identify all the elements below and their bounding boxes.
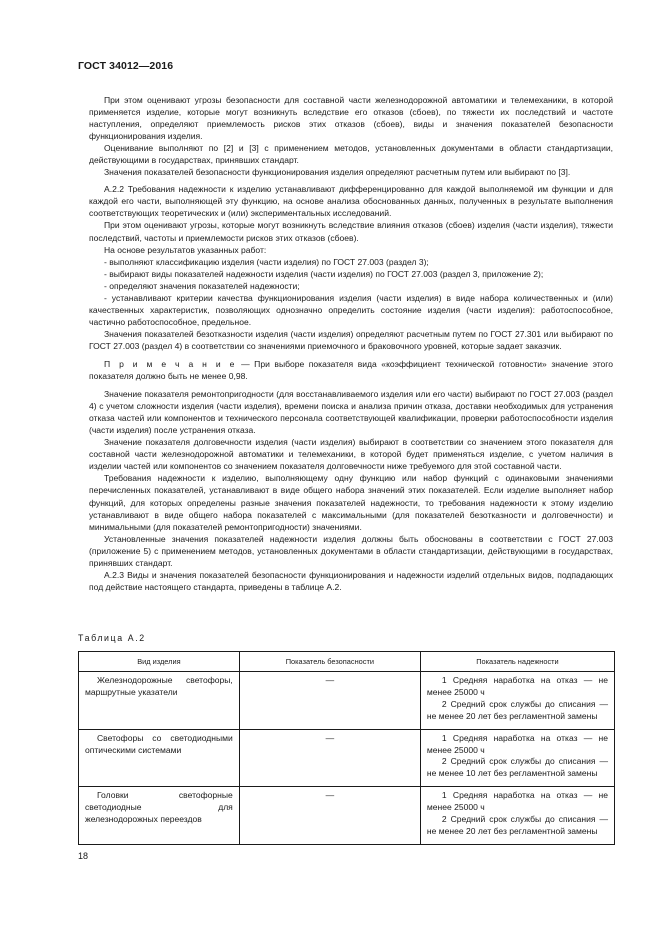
paragraph: Значение показателя ремонтопригодности (для восстанавливаемого изделия или его части) выбирают по ГОСТ 27.003 (раздел 4) с учетом сложности изделия (части изделия), времени поиска и анализа причин отказа, доставки необходимых для устранения отказа частей или компонентов и технического персонала соответствующей квалификации, проверки работоспособности изделия (части изделия) после устранения отказа. [89,389,613,436]
cell-reliability [420,729,614,787]
cell-item: Железнодорожные светофоры, маршрутные указатели [79,672,240,730]
document-body [89,94,613,593]
cell-reliability [420,787,614,845]
note-label: П р и м е ч а н и е [104,358,237,369]
document-header: ГОСТ 34012—2016 [78,60,174,72]
table-caption: Таблица А.2 [78,633,146,643]
column-header: Вид изделия [79,652,240,672]
cell-safety: — [239,729,420,787]
list-item: - устанавливают критерии качества функционирования изделия (части изделия) в виде набора количественных и (или) качественных характеристик, позволяющих однозначно определить состояние изделия (части изделия): работоспособное, частично работоспособное, предельное. [89,292,613,327]
table-a2 [78,651,615,845]
reliability-line: 1 Средняя наработка на отказ — не менее 25000 ч [426,790,608,813]
cell-safety: — [239,787,420,845]
table-row [79,729,615,787]
page-number: 18 [78,851,89,861]
cell-safety: — [239,672,420,730]
paragraph: Установленные значения показателей надежности изделия должны быть обоснованы в соответствии с ГОСТ 27.003 (приложение 5) с применением методов, установленных документами в области стандартизации, действующими в государствах, принявших стандарт. [89,533,613,568]
table-row [79,672,615,730]
reliability-line: 2 Средний срок службы до списания — не менее 20 лет без регламентной замены [426,814,608,836]
note [89,358,613,382]
cell-item: Головки светофорные светодиодные для железнодорожных переездов [79,787,240,845]
paragraph: Значения показателей безотказности изделия (части изделия) определяют расчетным путем по ГОСТ 27.301 или выбирают по ГОСТ 27.003 (раздел 4) в соответствии со значениями приемочного и браковочного уровней, которые задает заказчик. [89,328,613,351]
paragraph: Оценивание выполняют по [2] и [3] с применением методов, установленных документами в области стандартизации, действующими в государствах, принявших стандарт. [89,143,613,166]
paragraph: На основе результатов указанных работ: [104,244,267,255]
reliability-line: 2 Средний срок службы до списания — не менее 20 лет без регламентной замены [426,698,608,721]
list-item: - определяют значения показателей надежности; [104,280,300,291]
paragraph: Значения показателей безопасности функционирования изделия определяют расчетным путем или выбирают по [3]. [104,167,571,178]
list-item: - выполняют классификацию изделия (части изделия) по ГОСТ 27.003 (раздел 3); [104,256,429,267]
reliability-line: 2 Средний срок службы до списания — не менее 10 лет без регламентной замены [426,756,608,779]
note-text: — При выборе показателя вида «коэффициент технической готовности» значение этого показателя должно быть не менее 0,98. [89,358,613,382]
reliability-line: 1 Средняя наработка на отказ — не менее 25000 ч [426,675,608,697]
table-header-row [79,652,615,672]
reliability-line: 1 Средняя наработка на отказ — не менее 25000 ч [426,732,608,755]
paragraph: А.2.3 Виды и значения показателей безопасности функционирования и надежности изделий отдельных видов, подпадающих под действие настоящего стандарта, приведены в таблице А.2. [89,569,613,592]
cell-item: Светофоры со светодиодными оптическими системами [79,729,240,787]
paragraph: Требования надежности к изделию, выполняющему одну функцию или набор функций с одинаковыми значениями перечисленных показателей, устанавливают в виде общего набора значений этих показателей. Если изделие выполняет набор функций, для которых определены разные значения показателей надежности, то требования надежности к этому изделию устанавливают в виде общего набора показателей с максимальными (для показателей безотказности и долговечности) и минимальными (для показателей ремонтопригодности) значениями. [89,473,613,532]
paragraph: При этом оценивают угрозы, которые могут возникнуть вследствие влияния отказов (сбоев) изделия (части изделия), тяжести последствий, частоты и приемлемости рисков этих отказов (сбоев). [89,220,613,243]
column-header: Показатель надежности [420,652,614,672]
paragraph: А.2.2 Требования надежности к изделию устанавливают дифференцированно для каждой выполняемой им функции и для каждой его части, выполняющей эту функцию, на основе анализа обоснованных данных, полученных в результате выполнения соответствующих теоретических и (или) экспериментальных исследований. [89,184,613,219]
paragraph: При этом оценивают угрозы безопасности для составной части железнодорожной автоматики и телемеханики, в которой применяется изделие, которые могут возникнуть вследствие его отказов (сбоев), по тяжести их последствий и частоте наступления, определяют приемлемость рисков этих отказов (сбоев), виды и значения показателей безопасности функционирования изделия. [89,95,613,142]
table-row [79,787,615,845]
paragraph: Значение показателя долговечности изделия (части изделия) выбирают в соответствии со значением этого показателя для составной части железнодорожной автоматики и телемеханики, в которой будет применяться изделие, с учетом наличия в изделии частей или компонентов со значением показателя долговечности ниже требуемого для этой составной части. [89,437,613,472]
column-header: Показатель безопасности [239,652,420,672]
list-item: - выбирают виды показателей надежности изделия (части изделия) по ГОСТ 27.003 (раздел 3, приложение 2); [104,268,544,279]
cell-reliability [420,672,614,730]
